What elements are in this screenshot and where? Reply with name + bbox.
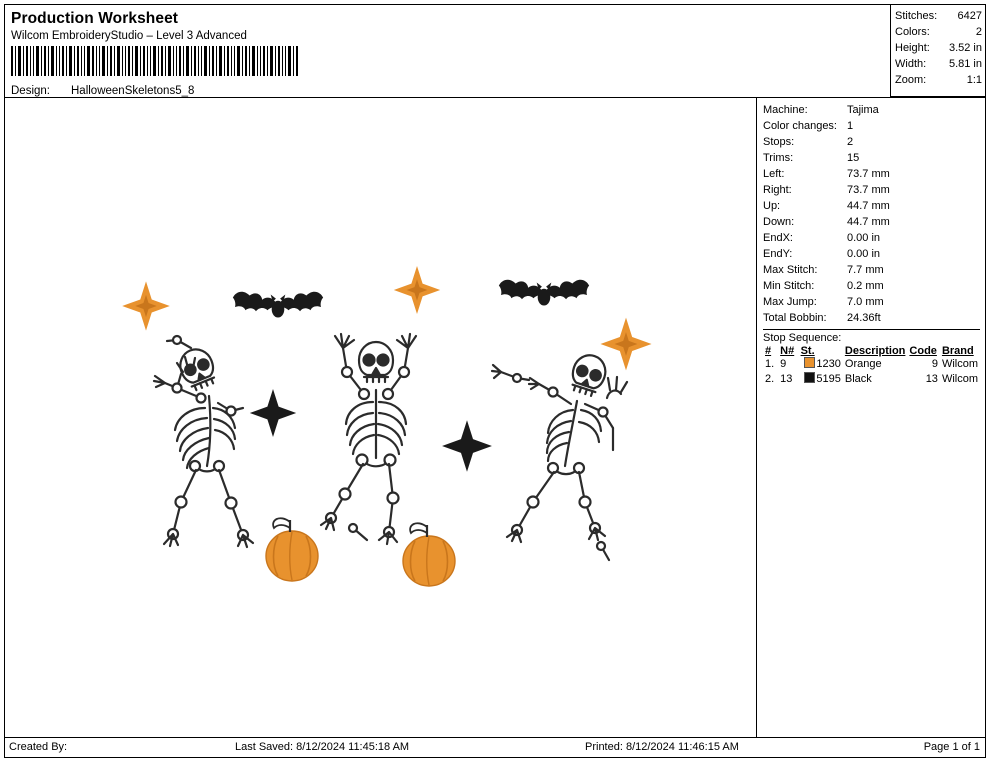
info-label-endx: EndX: <box>763 232 793 244</box>
info-label-trims: Trims: <box>763 152 794 164</box>
info-row-machine <box>763 102 980 118</box>
stats-row-colors <box>895 24 982 40</box>
stop-sequence-table <box>763 345 980 387</box>
cell-description: Black <box>844 373 872 385</box>
design-value: HalloweenSkeletons5_8 <box>71 85 195 97</box>
star-black-left <box>250 389 296 437</box>
color-swatch-black <box>804 372 815 383</box>
stats-value-zoom: 1:1 <box>966 74 982 86</box>
stats-value-colors: 2 <box>975 26 982 38</box>
info-label-stops: Stops: <box>763 136 795 148</box>
col-header-stitches: St. <box>800 345 815 357</box>
info-row-max-jump <box>763 294 980 310</box>
info-label-right: Right: <box>763 184 792 196</box>
star-orange-left <box>122 281 170 330</box>
cell-index: 1. <box>765 358 775 370</box>
info-label-color-changes: Color changes: <box>763 120 837 132</box>
info-value-right: 73.7 mm <box>847 184 890 196</box>
stats-label-height: Height: <box>895 42 930 54</box>
stats-row-height <box>895 40 982 56</box>
info-value-machine: Tajima <box>847 104 879 116</box>
info-value-down: 44.7 mm <box>847 216 890 228</box>
star-orange-center <box>394 266 440 314</box>
stats-label-colors: Colors: <box>895 26 930 38</box>
info-label-left: Left: <box>763 168 785 180</box>
skeleton-left <box>154 336 253 547</box>
info-value-max-stitch: 7.7 mm <box>847 264 884 276</box>
footer-last-saved: Last Saved: 8/12/2024 11:45:18 AM <box>235 741 410 753</box>
cell-description: Orange <box>844 358 882 370</box>
info-label-up: Up: <box>763 200 781 212</box>
table-row <box>763 357 980 372</box>
info-label-min-stitch: Min Stitch: <box>763 280 815 292</box>
stop-sequence-title: Stop Sequence: <box>763 329 980 344</box>
info-row-left <box>763 166 980 182</box>
info-row-endx <box>763 230 980 246</box>
cell-needle: 13 <box>780 373 793 385</box>
cell-stitches-value: 5195 <box>816 373 841 385</box>
info-label-machine: Machine: <box>763 104 808 116</box>
design-preview-area <box>5 97 757 737</box>
cell-brand: Wilcom <box>941 373 978 385</box>
info-row-stops <box>763 134 980 150</box>
cell-stitches <box>799 372 843 387</box>
info-value-color-changes: 1 <box>847 120 854 132</box>
info-label-total-bobbin: Total Bobbin: <box>763 312 827 324</box>
cell-needle: 9 <box>780 358 787 370</box>
info-row-min-stitch <box>763 278 980 294</box>
footer-page-number: Page 1 of 1 <box>923 741 980 753</box>
stats-value-width: 5.81 in <box>948 58 982 70</box>
footer <box>5 737 986 757</box>
bat-left <box>233 292 323 318</box>
info-value-stops: 2 <box>847 136 854 148</box>
col-header-brand: Brand <box>941 345 974 357</box>
stats-row-zoom <box>895 72 982 88</box>
cell-brand: Wilcom <box>941 358 978 370</box>
table-header-row <box>763 345 980 357</box>
stats-row-stitches <box>895 8 982 24</box>
info-value-up: 44.7 mm <box>847 200 890 212</box>
cell-index: 2. <box>765 373 775 385</box>
pumpkin-right <box>403 523 455 586</box>
info-label-max-jump: Max Jump: <box>763 296 817 308</box>
stats-label-stitches: Stitches: <box>895 10 938 22</box>
barcode <box>11 46 301 76</box>
info-row-up <box>763 198 980 214</box>
star-orange-right <box>600 318 651 371</box>
info-value-endx: 0.00 in <box>847 232 881 244</box>
info-label-max-stitch: Max Stitch: <box>763 264 818 276</box>
stats-label-width: Width: <box>895 58 927 70</box>
footer-created-by: Created By: <box>9 741 68 753</box>
stats-row-width <box>895 56 982 72</box>
cell-stitches-value: 1230 <box>816 358 841 370</box>
page-title: Production Worksheet <box>11 10 179 27</box>
info-row-trims <box>763 150 980 166</box>
info-row-max-stitch <box>763 262 980 278</box>
table-row <box>763 372 980 387</box>
design-stats-box <box>890 5 986 97</box>
cell-stitches <box>799 357 843 372</box>
cell-code: 9 <box>931 358 938 370</box>
info-value-endy: 0.00 in <box>847 248 881 260</box>
footer-printed: Printed: 8/12/2024 11:46:15 AM <box>585 741 739 753</box>
stats-label-zoom: Zoom: <box>895 74 927 86</box>
skeleton-center <box>321 334 416 544</box>
color-swatch-orange <box>804 357 815 368</box>
star-black-center <box>442 420 492 472</box>
info-row-right <box>763 182 980 198</box>
info-row-endy <box>763 246 980 262</box>
header <box>5 5 889 97</box>
info-label-down: Down: <box>763 216 795 228</box>
machine-info-panel <box>757 97 986 737</box>
col-header-description: Description <box>844 345 906 357</box>
design-label: Design: <box>11 85 50 97</box>
info-value-min-stitch: 0.2 mm <box>847 280 884 292</box>
info-row-color-changes <box>763 118 980 134</box>
bat-right <box>499 280 589 306</box>
info-label-endy: EndY: <box>763 248 793 260</box>
embroidery-design <box>5 98 757 737</box>
cell-code: 13 <box>925 373 938 385</box>
software-subtitle: Wilcom EmbroideryStudio – Level 3 Advanced <box>11 30 247 42</box>
skeleton-right <box>492 351 627 560</box>
info-value-max-jump: 7.0 mm <box>847 296 884 308</box>
col-header-index: # <box>765 345 772 357</box>
col-header-code: Code <box>909 345 937 357</box>
col-header-needle: N# <box>780 345 795 357</box>
info-value-left: 73.7 mm <box>847 168 890 180</box>
stats-value-stitches: 6427 <box>957 10 982 22</box>
info-value-total-bobbin: 24.36ft <box>847 312 881 324</box>
info-row-down <box>763 214 980 230</box>
info-row-total-bobbin <box>763 310 980 326</box>
pumpkin-left <box>266 518 318 581</box>
info-value-trims: 15 <box>847 152 860 164</box>
stats-value-height: 3.52 in <box>948 42 982 54</box>
